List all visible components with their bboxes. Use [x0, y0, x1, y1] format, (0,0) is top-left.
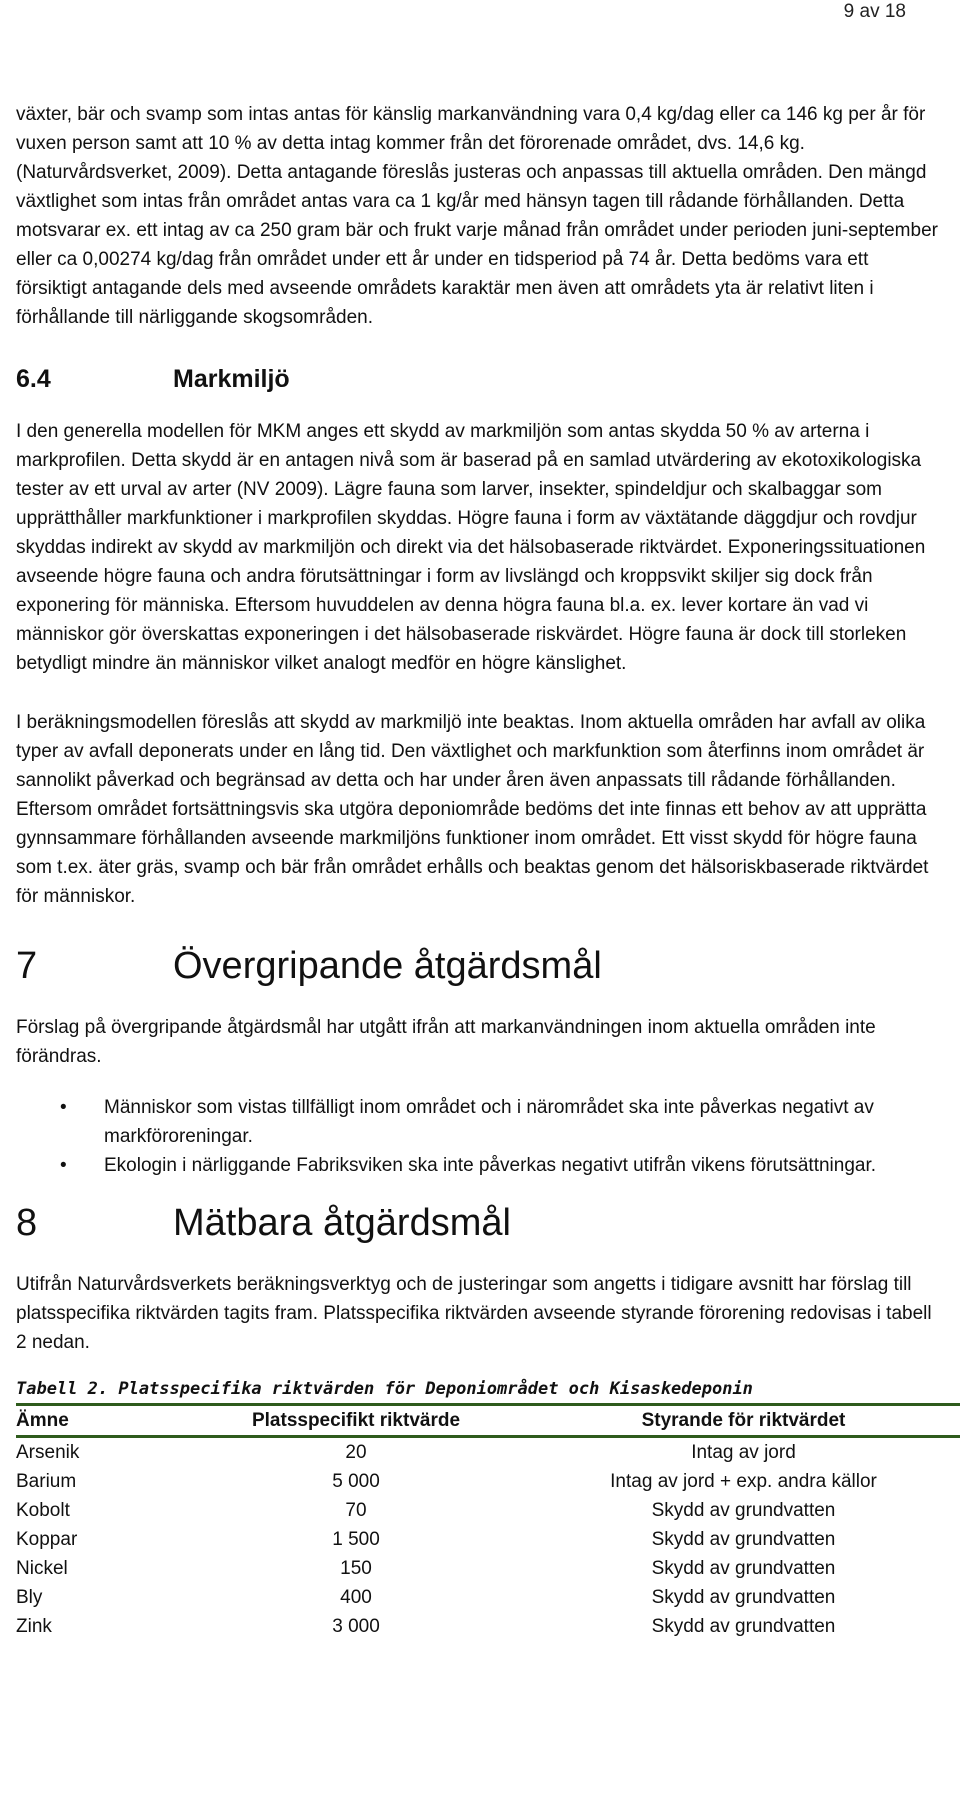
paragraph-forslag: Förslag på övergripande åtgärdsmål har utgått ifrån att markanvändningen inom aktuella områden inte förändras.: [16, 1017, 876, 1067]
cell-styrande: Skydd av grundvatten: [651, 1557, 836, 1579]
table-caption: Tabell 2. Platsspecifika riktvärden för Deponiområdet och Kisaskedeponin: [16, 1379, 753, 1399]
cell-riktvarde: 1 500: [332, 1528, 380, 1550]
table-row: [16, 1496, 960, 1525]
heading-title: Mätbara åtgärdsmål: [173, 1202, 511, 1244]
heading-number: 8: [16, 1202, 38, 1244]
cell-amne: Kobolt: [16, 1499, 70, 1521]
table-row: [16, 1525, 960, 1554]
heading-6-4: [16, 363, 944, 395]
heading-number: 7: [16, 945, 38, 987]
cell-styrande: Skydd av grundvatten: [651, 1499, 836, 1521]
bullet-icon: •: [60, 1155, 67, 1176]
paragraph-mkm: I den generella modellen för MKM anges ett skydd av markmiljön som antas skydda 50 % av arterna i markprofilen. Detta skydd är en antagen nivå som är baserad på en samlad utvärdering av ekotoxikologiska tester av ett urval av arter (NV 2009). Lägre fauna som larver, insekter, spindeldjur och skalbaggar som upprätthåller markfunktioner i markprofilen skyddas. Högre fauna i form av växtätande däggdjur och rovdjur skyddas indirekt av skydd av markmiljön och direkt via det hälsobaserade riktvärdet. Exponeringssituationen avseende högre fauna och andra förutsättningar i form av livslängd och kroppsvikt skiljer sig dock från exponering för människa. Eftersom huvuddelen av denna högra fauna bl.a. ex. lever kortare än vad vi människor gör överskattas exponeringen i det hälsobaserade riskvärdet. Högre fauna är dock till storleken betydligt mindre än människor vilket analogt medför en högre känslighet.: [16, 421, 926, 674]
goal-list: [16, 1093, 944, 1180]
cell-styrande: Skydd av grundvatten: [651, 1528, 836, 1550]
cell-amne: Koppar: [16, 1528, 78, 1550]
cell-styrande: Intag av jord: [691, 1441, 796, 1463]
table-row: [16, 1467, 960, 1496]
heading-title: Övergripande åtgärdsmål: [173, 945, 602, 987]
table-row: [16, 1612, 960, 1641]
paragraph-intro: växter, bär och svamp som intas antas för känslig markanvändning vara 0,4 kg/dag eller ca 146 kg per år för vuxen person samt att 10 % av detta intag kommer från det förorenade området, dvs. 14,6 kg. (Naturvårdsverket, 2009). Detta antagande föreslås justeras och anpassas till aktuella områden. Den mängd växtlighet som intas från området antas vara ca 1 kg/år med hänsyn tagen till rådande förhållanden. Detta motsvarar ex. ett intag av ca 250 gram bär och frukt varje månad från området under perioden juni-september eller ca 0,00274 kg/dag från området under ett år under en tidsperiod på 74 år. Detta bedöms vara ett försiktigt antagande dels med avseende områdets karaktär men även att områdets yta är relativt liten i förhållande till närliggande skogsområden.: [16, 104, 938, 328]
column-header-amne: Ämne: [16, 1409, 69, 1431]
cell-riktvarde: 3 000: [332, 1615, 380, 1637]
list-item: [16, 1151, 944, 1180]
heading-7: [16, 943, 944, 989]
cell-styrande: Intag av jord + exp. andra källor: [610, 1470, 877, 1492]
heading-8: [16, 1200, 944, 1246]
cell-riktvarde: 150: [340, 1557, 372, 1579]
heading-number: 6.4: [16, 365, 51, 393]
table-row: [16, 1554, 960, 1583]
cell-amne: Nickel: [16, 1557, 68, 1579]
cell-styrande: Skydd av grundvatten: [651, 1586, 836, 1608]
riktvarden-table: [16, 1403, 960, 1641]
list-item-text: Människor som vistas tillfälligt inom området och i närområdet ska inte påverkas negativt av markföroreningar.: [104, 1097, 874, 1147]
heading-title: Markmiljö: [173, 365, 290, 393]
cell-styrande: Skydd av grundvatten: [651, 1615, 836, 1637]
table-row: [16, 1583, 960, 1612]
paragraph-berakningsmodellen: I beräkningsmodellen föreslås att skydd av markmiljö inte beaktas. Inom aktuella områden har avfall av olika typer av avfall deponerats under en lång tid. Den växtlighet och markfunktion som återfinns inom området är sannolikt påverkad och begränsad av detta och har under åren även anpassats till rådande förhållanden. Eftersom området fortsättningsvis ska utgöra deponiområde bedöms det inte finnas ett behov av att upprätta gynnsammare förhållanden avseende markmiljöns funktioner inom området. Ett visst skydd för högre fauna som t.ex. äter gräs, svamp och bär från området erhålls och beaktas genom det hälsoriskbaserade riktvärdet för människor.: [16, 712, 929, 907]
list-item: [16, 1093, 944, 1151]
paragraph-utifran: Utifrån Naturvårdsverkets beräkningsverktyg och de justeringar som angetts i tidigare avsnitt har förslag till platsspecifika riktvärden tagits fram. Platsspecifika riktvärden avseende styrande förorening redovisas i tabell 2 nedan.: [16, 1274, 932, 1353]
cell-riktvarde: 20: [345, 1441, 367, 1463]
document-body: [16, 100, 944, 1641]
cell-amne: Arsenik: [16, 1441, 80, 1463]
cell-amne: Bly: [16, 1586, 43, 1608]
cell-amne: Barium: [16, 1470, 77, 1492]
column-header-styrande: Styrande för riktvärdet: [641, 1409, 846, 1431]
cell-riktvarde: 70: [345, 1499, 367, 1521]
column-header-riktvarde: Platsspecifikt riktvärde: [251, 1409, 461, 1431]
list-item-text: Ekologin i närliggande Fabriksviken ska inte påverkas negativt utifrån vikens förutsättningar.: [104, 1155, 877, 1176]
cell-riktvarde: 400: [340, 1586, 372, 1608]
table-header-row: [16, 1405, 960, 1437]
table-row: [16, 1437, 960, 1468]
page-number: 9 av 18: [843, 1, 906, 22]
bullet-icon: •: [60, 1097, 67, 1118]
cell-amne: Zink: [16, 1615, 52, 1637]
cell-riktvarde: 5 000: [332, 1470, 380, 1492]
